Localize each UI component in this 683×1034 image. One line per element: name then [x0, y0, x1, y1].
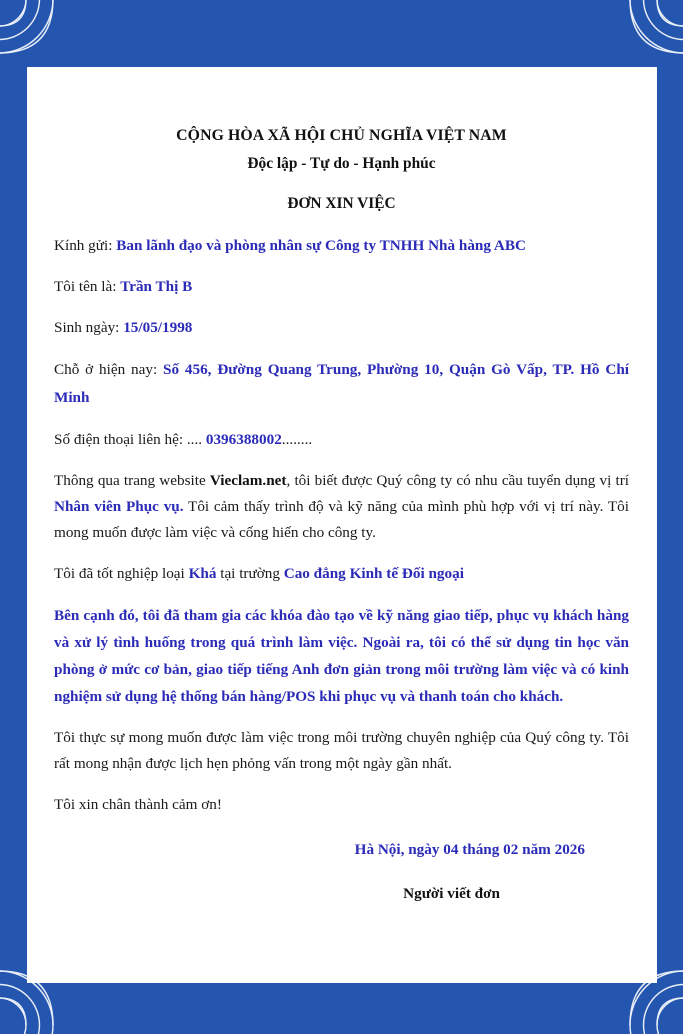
address-line [54, 356, 629, 412]
education-grade: Khá [189, 565, 217, 582]
closing-paragraph: Tôi thực sự mong muốn được làm việc trong môi trường chuyên nghiệp của Quý công ty. Tôi rất mong nhận được lịch hẹn phỏng vấn trong một ngày gần nhất. [54, 725, 629, 777]
dob-label: Sinh ngày: [54, 319, 123, 336]
signer-label: Người viết đơn [54, 881, 629, 907]
name-value: Trần Thị B [120, 278, 192, 295]
position-name: Nhân viên Phục vụ. [54, 498, 184, 515]
name-line [54, 274, 629, 300]
phone-line [54, 427, 629, 453]
skills-paragraph: Bên cạnh đó, tôi đã tham gia các khóa đào tạo về kỹ năng giao tiếp, phục vụ khách hàng và xử lý tình huống trong quá trình làm việc. Ngoài ra, tôi có thể sử dụng tin học văn phòng ở mức cơ bản, giao tiếp tiếng Anh đơn giản trong môi trường làm việc và có kinh nghiệm sử dụng hệ thống bán hàng/POS khi phục vụ và thanh toán cho khách. [54, 602, 629, 710]
intro-paragraph [54, 468, 629, 546]
dob-line [54, 315, 629, 341]
phone-value: 0396388002 [206, 431, 282, 448]
date-line: Hà Nội, ngày 04 tháng 02 năm 2026 [54, 837, 629, 863]
name-label: Tôi tên là: [54, 278, 120, 295]
intro-text: , tôi biết được Quý công ty có nhu cầu tuyển dụng vị trí [286, 472, 629, 489]
phone-suffix: ........ [282, 431, 312, 448]
education-text: Tôi đã tốt nghiệp loại [54, 565, 189, 582]
letter-page [27, 67, 657, 983]
recipient-line [54, 233, 629, 259]
thanks-line: Tôi xin chân thành cảm ơn! [54, 792, 629, 818]
intro-text: Tôi cảm thấy trình độ và kỹ năng của mình phù hợp với vị trí này. Tôi mong muốn được làm việc và cống hiến cho công ty. [54, 498, 629, 541]
phone-label: Số điện thoại liên hệ: .... [54, 431, 206, 448]
recipient-value: Ban lãnh đạo và phòng nhân sự Công ty TNHH Nhà hàng ABC [116, 237, 526, 254]
education-text: tại trường [216, 565, 283, 582]
dob-value: 15/05/1998 [123, 319, 192, 336]
intro-text: Thông qua trang website [54, 472, 210, 489]
letter-title: ĐƠN XIN VIỆC [54, 195, 629, 213]
motto-heading: Độc lập - Tự do - Hạnh phúc [54, 155, 629, 173]
education-line [54, 561, 629, 587]
education-school: Cao đẳng Kinh tế Đối ngoại [284, 565, 464, 582]
address-value: Số 456, Đường Quang Trung, Phường 10, Quận Gò Vấp, TP. Hồ Chí Minh [54, 361, 629, 406]
website-name: Vieclam.net [210, 472, 287, 489]
republic-heading: CỘNG HÒA XÃ HỘI CHỦ NGHĨA VIỆT NAM [54, 127, 629, 145]
address-label: Chỗ ở hiện nay: [54, 361, 163, 378]
recipient-label: Kính gửi: [54, 237, 116, 254]
